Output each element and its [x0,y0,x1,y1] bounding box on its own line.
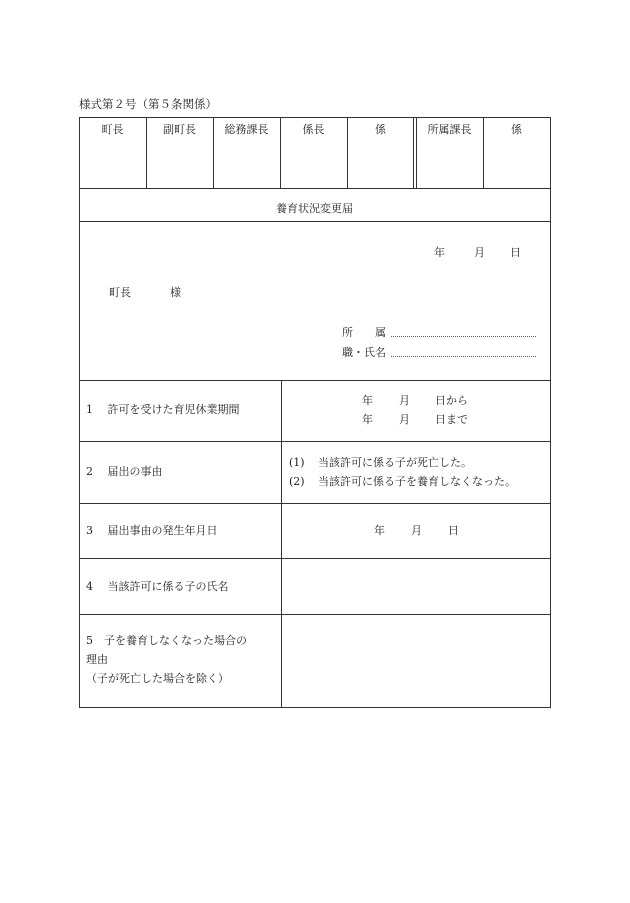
occurrence-date-year: 年 [374,524,385,537]
addressee-name: 町長 [109,286,131,299]
form-label: 様式第２号（第５条関係） [79,97,217,111]
notice-date-year: 年 [434,246,445,259]
period-to [362,410,468,429]
notice-date-day: 日 [510,246,521,259]
period-to-day: 日まで [435,413,468,426]
period-from-day: 日から [435,394,468,407]
reason-option-2-mark: (2) [289,475,305,488]
period-from [362,391,468,410]
row-3-label [86,521,218,540]
affiliation-field[interactable] [391,336,536,337]
row-1-number: 1 [86,403,93,416]
stamp-header-general-affairs-chief: 総務課長 [224,123,269,136]
row-divider [79,558,551,559]
name-label: 職・氏名 [342,346,386,359]
period-from-month: 月 [399,394,410,407]
row-3-text: 届出事由の発生年月日 [107,524,218,537]
reason-option-1-mark: (1) [289,456,305,469]
reason-option-1 [289,453,472,472]
row-2-text: 届出の事由 [107,465,163,478]
row-4-number: 4 [86,580,93,593]
stamp-header-vice-mayor: 副町長 [163,123,196,136]
detail-column-divider [281,380,282,708]
row-4-text: 当該許可に係る子の氏名 [107,580,229,593]
row-5-text-line-3: （子が死亡した場合を除く） [86,672,229,685]
period-to-month: 月 [399,413,410,426]
reason-option-1-text: 当該許可に係る子が死亡した。 [318,456,472,469]
row-5-text-line-2: 理由 [86,653,108,666]
row-divider [79,614,551,615]
form-title: 養育状況変更届 [276,202,353,215]
row-4-label [86,577,229,596]
affiliation-label: 所 属 [342,326,386,339]
stamp-header-mayor: 町長 [101,123,124,136]
stamp-header-dept-chief: 所属課長 [427,123,472,136]
period-from-year: 年 [362,394,373,407]
row-2-number: 2 [86,465,93,478]
period-to-year: 年 [362,413,373,426]
stamp-header-staff-2: 係 [511,123,522,136]
row-3-number: 3 [86,524,93,537]
row-5-text-line-1: 子を養育しなくなった場合の [104,634,247,647]
row-5-label [86,631,247,688]
notice-divider [79,380,551,381]
addressee [109,284,181,300]
occurrence-date-day: 日 [448,524,459,537]
row-divider [79,503,551,504]
occurrence-date [374,521,459,540]
name-field[interactable] [391,356,536,357]
title-row-divider [79,221,551,222]
row-1-text: 許可を受けた育児休業期間 [107,403,240,416]
reason-option-2 [289,472,516,491]
stamp-header-staff: 係 [375,123,386,136]
stamp-header-section-chief: 係長 [302,123,325,136]
row-divider [79,441,551,442]
row-5-number: 5 [86,634,93,647]
addressee-honorific: 様 [170,286,181,299]
occurrence-date-month: 月 [411,524,422,537]
approval-row-divider [79,188,551,189]
row-2-label [86,462,163,481]
notice-date [434,244,521,260]
row-1-label [86,400,240,419]
notice-date-month: 月 [474,246,485,259]
reason-option-2-text: 当該許可に係る子を養育しなくなった。 [318,475,516,488]
